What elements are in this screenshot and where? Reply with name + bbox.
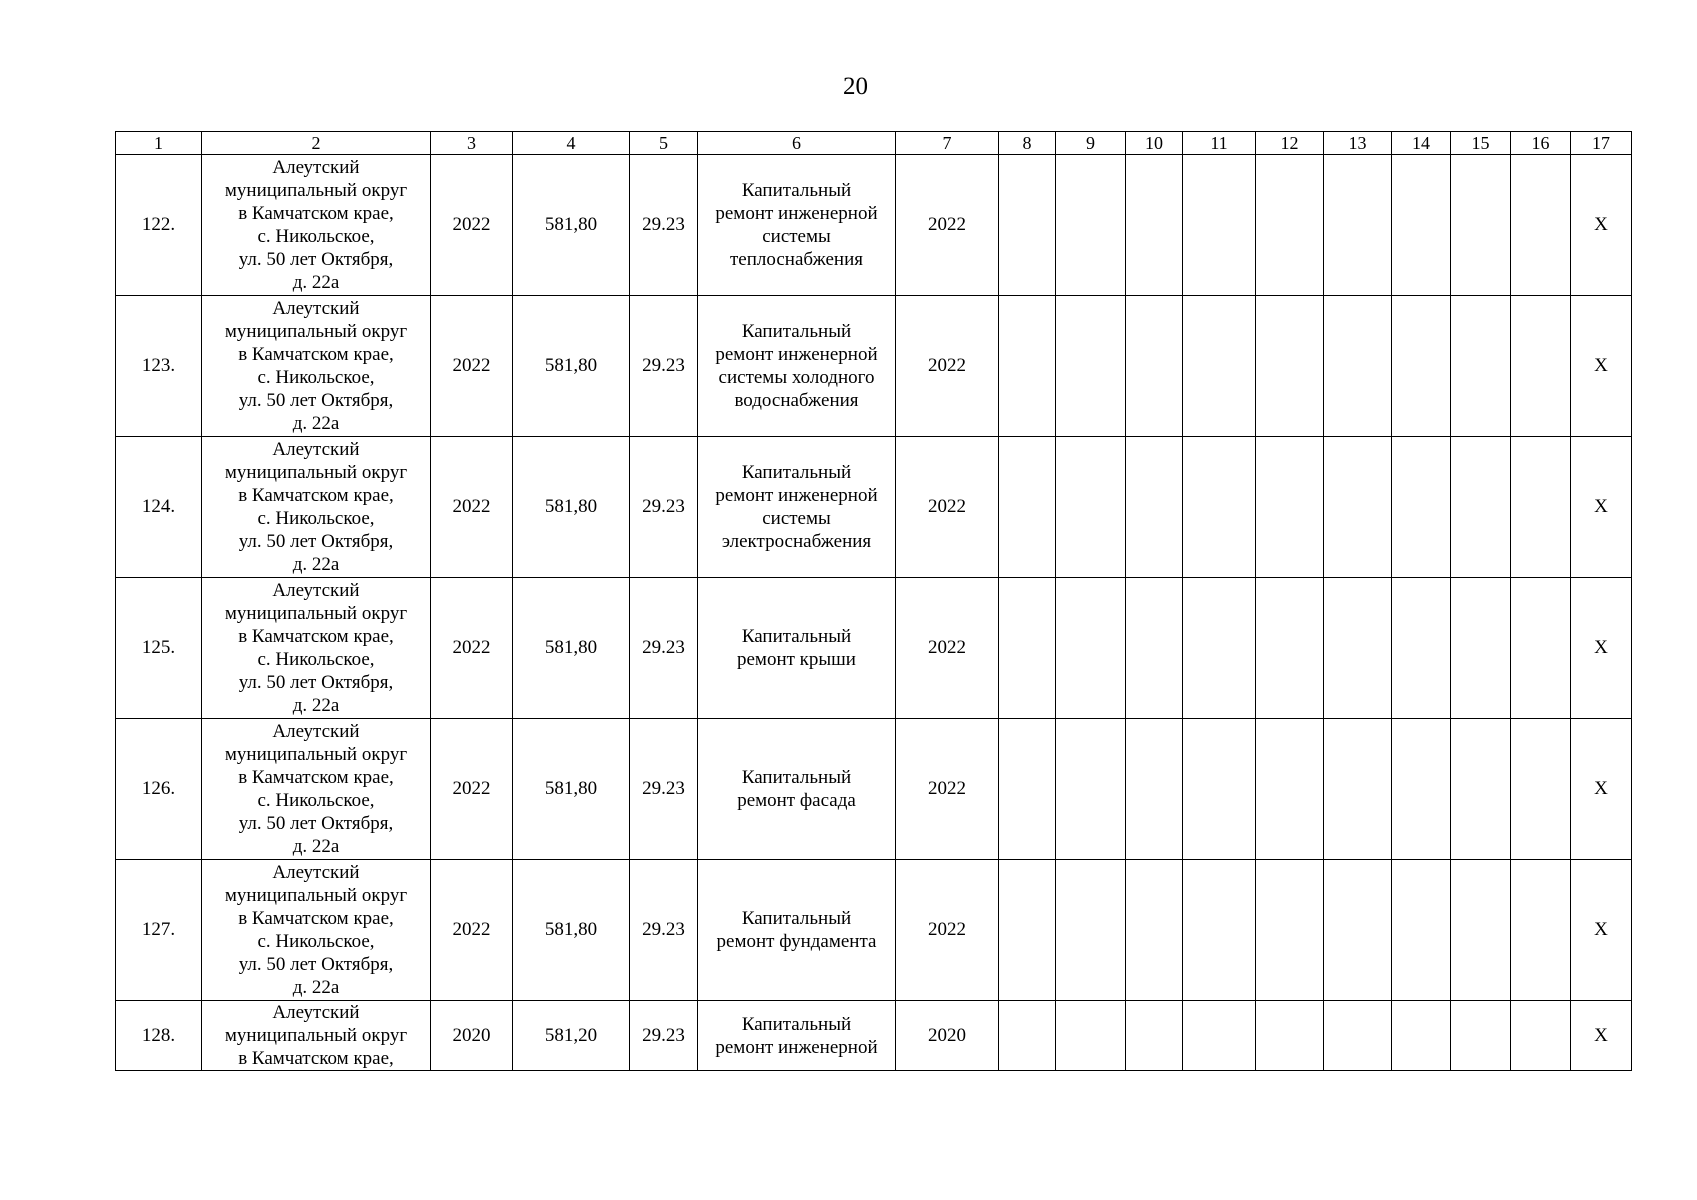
column-header: 15 xyxy=(1451,132,1511,155)
empty-cell xyxy=(1511,578,1571,719)
table-row xyxy=(116,578,1632,719)
mark-cell xyxy=(1571,437,1632,578)
rate-text: 29.23 xyxy=(642,1024,685,1046)
area-text: 581,80 xyxy=(544,778,598,799)
work-year-cell xyxy=(896,296,999,437)
address-text: Алеутский муниципальный округ в Камчатском крае, с. Никольское, ул. 50 лет Октября, д. 22а xyxy=(224,862,408,998)
work-year-text: 2022 xyxy=(928,214,966,235)
mark-text: Х xyxy=(1594,496,1608,517)
work-year-cell xyxy=(896,860,999,1001)
address-cell xyxy=(202,296,431,437)
empty-cell xyxy=(1511,1001,1571,1071)
table-row xyxy=(116,155,1632,296)
empty-cell xyxy=(1183,860,1256,1001)
work-text: Капитальный ремонт фундамента xyxy=(716,908,877,952)
rate-text: 29.23 xyxy=(642,496,685,517)
empty-cell xyxy=(1056,1001,1126,1071)
address-text: Алеутский муниципальный округ в Камчатском крае, с. Никольское, ул. 50 лет Октября, д. 22а xyxy=(224,721,408,857)
empty-cell xyxy=(1511,296,1571,437)
empty-cell xyxy=(1126,578,1183,719)
empty-cell xyxy=(1511,155,1571,296)
work-text: Капитальный ремонт инженерной системы теплоснабжения xyxy=(715,180,878,270)
empty-cell xyxy=(1451,296,1511,437)
empty-cell xyxy=(1451,860,1511,1001)
empty-cell xyxy=(1324,1001,1392,1071)
empty-cell xyxy=(1392,155,1451,296)
row-number-cell xyxy=(116,860,202,1001)
area-cell xyxy=(513,860,630,1001)
column-header: 9 xyxy=(1056,132,1126,155)
area-text: 581,80 xyxy=(544,919,598,940)
empty-cell xyxy=(999,296,1056,437)
row-number-cell xyxy=(116,296,202,437)
year-text: 2020 xyxy=(452,1024,491,1046)
empty-cell xyxy=(1256,578,1324,719)
year-text: 2022 xyxy=(452,496,491,517)
work-cell xyxy=(698,719,896,860)
year-cell xyxy=(431,860,513,1001)
empty-cell xyxy=(1256,1001,1324,1071)
work-cell xyxy=(698,296,896,437)
rate-text: 29.23 xyxy=(642,355,685,376)
work-cell xyxy=(698,1001,896,1071)
address-cell xyxy=(202,155,431,296)
work-text: Капитальный ремонт инженерной xyxy=(715,1013,878,1058)
rate-cell xyxy=(630,437,698,578)
work-cell xyxy=(698,578,896,719)
mark-text: Х xyxy=(1594,214,1608,235)
work-text: Капитальный ремонт крыши xyxy=(737,626,856,670)
empty-cell xyxy=(1056,719,1126,860)
column-header: 4 xyxy=(513,132,630,155)
empty-cell xyxy=(999,578,1056,719)
address-text: Алеутский муниципальный округ в Камчатском крае, xyxy=(224,1002,408,1069)
area-text: 581,80 xyxy=(544,496,598,517)
address-text: Алеутский муниципальный округ в Камчатском крае, с. Никольское, ул. 50 лет Октября, д. 22а xyxy=(224,580,408,716)
work-cell xyxy=(698,437,896,578)
column-header: 16 xyxy=(1511,132,1571,155)
area-text: 581,80 xyxy=(544,355,598,376)
mark-cell xyxy=(1571,296,1632,437)
empty-cell xyxy=(1451,437,1511,578)
work-text: Капитальный ремонт инженерной системы холодного водоснабжения xyxy=(715,321,878,411)
row-number-cell xyxy=(116,719,202,860)
work-year-cell xyxy=(896,437,999,578)
year-cell xyxy=(431,155,513,296)
column-header: 13 xyxy=(1324,132,1392,155)
empty-cell xyxy=(1324,437,1392,578)
rate-text: 29.23 xyxy=(642,637,685,658)
empty-cell xyxy=(1126,437,1183,578)
column-header: 1 xyxy=(116,132,202,155)
empty-cell xyxy=(1451,719,1511,860)
address-text: Алеутский муниципальный округ в Камчатском крае, с. Никольское, ул. 50 лет Октября, д. 22а xyxy=(224,157,408,293)
header-row xyxy=(116,132,1632,155)
work-year-text: 2020 xyxy=(928,1024,966,1046)
empty-cell xyxy=(999,437,1056,578)
empty-cell xyxy=(1511,860,1571,1001)
empty-cell xyxy=(1392,296,1451,437)
empty-cell xyxy=(1392,860,1451,1001)
column-header: 3 xyxy=(431,132,513,155)
year-cell xyxy=(431,1001,513,1071)
empty-cell xyxy=(1056,155,1126,296)
work-year-text: 2022 xyxy=(928,778,966,799)
address-cell xyxy=(202,1001,431,1071)
address-cell xyxy=(202,437,431,578)
year-text: 2022 xyxy=(452,778,491,799)
row-number-cell xyxy=(116,1001,202,1071)
empty-cell xyxy=(1451,155,1511,296)
column-header: 7 xyxy=(896,132,999,155)
year-text: 2022 xyxy=(452,637,491,658)
area-cell xyxy=(513,296,630,437)
work-year-cell xyxy=(896,578,999,719)
mark-text: Х xyxy=(1594,778,1608,799)
empty-cell xyxy=(1056,860,1126,1001)
empty-cell xyxy=(1183,719,1256,860)
empty-cell xyxy=(1256,437,1324,578)
work-year-cell xyxy=(896,719,999,860)
empty-cell xyxy=(1392,1001,1451,1071)
empty-cell xyxy=(1324,296,1392,437)
column-header: 14 xyxy=(1392,132,1451,155)
year-text: 2022 xyxy=(452,214,491,235)
year-cell xyxy=(431,578,513,719)
row-number-cell xyxy=(116,155,202,296)
mark-text: Х xyxy=(1594,355,1608,376)
empty-cell xyxy=(999,860,1056,1001)
mark-text: Х xyxy=(1594,1024,1608,1046)
work-year-text: 2022 xyxy=(928,637,966,658)
empty-cell xyxy=(1324,860,1392,1001)
empty-cell xyxy=(1126,719,1183,860)
area-cell xyxy=(513,719,630,860)
area-cell xyxy=(513,155,630,296)
empty-cell xyxy=(1126,1001,1183,1071)
year-cell xyxy=(431,296,513,437)
rate-cell xyxy=(630,1001,698,1071)
year-cell xyxy=(431,437,513,578)
empty-cell xyxy=(1056,578,1126,719)
empty-cell xyxy=(1451,1001,1511,1071)
work-year-text: 2022 xyxy=(928,919,966,940)
column-header: 2 xyxy=(202,132,431,155)
rate-cell xyxy=(630,296,698,437)
empty-cell xyxy=(1183,437,1256,578)
empty-cell xyxy=(1392,437,1451,578)
year-cell xyxy=(431,719,513,860)
work-cell xyxy=(698,860,896,1001)
area-cell xyxy=(513,578,630,719)
mark-cell xyxy=(1571,719,1632,860)
year-text: 2022 xyxy=(452,355,491,376)
work-year-text: 2022 xyxy=(928,355,966,376)
table-row xyxy=(116,296,1632,437)
empty-cell xyxy=(1451,578,1511,719)
empty-cell xyxy=(999,155,1056,296)
address-text: Алеутский муниципальный округ в Камчатском крае, с. Никольское, ул. 50 лет Октября, д. 22а xyxy=(224,298,408,434)
empty-cell xyxy=(1511,719,1571,860)
column-header: 8 xyxy=(999,132,1056,155)
mark-cell xyxy=(1571,860,1632,1001)
address-cell xyxy=(202,578,431,719)
mark-text: Х xyxy=(1594,637,1608,658)
table-row xyxy=(116,437,1632,578)
work-year-cell xyxy=(896,155,999,296)
area-text: 581,80 xyxy=(544,637,598,658)
column-header: 6 xyxy=(698,132,896,155)
area-cell xyxy=(513,1001,630,1071)
empty-cell xyxy=(1392,719,1451,860)
row-number-cell xyxy=(116,437,202,578)
mark-text: Х xyxy=(1594,919,1608,940)
rate-text: 29.23 xyxy=(642,778,685,799)
area-text: 581,80 xyxy=(544,214,598,235)
row-number: 124. xyxy=(141,496,176,517)
empty-cell xyxy=(1126,860,1183,1001)
row-number: 123. xyxy=(141,355,176,376)
row-number-cell xyxy=(116,578,202,719)
rate-cell xyxy=(630,578,698,719)
address-cell xyxy=(202,860,431,1001)
column-header: 10 xyxy=(1126,132,1183,155)
row-number: 125. xyxy=(141,637,176,658)
capital-repair-table xyxy=(115,131,1632,1071)
empty-cell xyxy=(1324,578,1392,719)
column-header: 17 xyxy=(1571,132,1632,155)
work-cell xyxy=(698,155,896,296)
year-text: 2022 xyxy=(452,919,491,940)
empty-cell xyxy=(1183,296,1256,437)
empty-cell xyxy=(1511,437,1571,578)
rate-text: 29.23 xyxy=(642,919,685,940)
empty-cell xyxy=(999,1001,1056,1071)
column-header: 5 xyxy=(630,132,698,155)
empty-cell xyxy=(1056,296,1126,437)
table-row xyxy=(116,860,1632,1001)
empty-cell xyxy=(1183,155,1256,296)
column-header: 11 xyxy=(1183,132,1256,155)
empty-cell xyxy=(1256,860,1324,1001)
empty-cell xyxy=(1324,719,1392,860)
column-header: 12 xyxy=(1256,132,1324,155)
work-year-cell xyxy=(896,1001,999,1071)
mark-cell xyxy=(1571,1001,1632,1071)
empty-cell xyxy=(1183,1001,1256,1071)
empty-cell xyxy=(1256,719,1324,860)
work-year-text: 2022 xyxy=(928,496,966,517)
empty-cell xyxy=(1056,437,1126,578)
rate-cell xyxy=(630,719,698,860)
row-number: 122. xyxy=(141,214,176,235)
rate-text: 29.23 xyxy=(642,214,685,235)
empty-cell xyxy=(1324,155,1392,296)
rate-cell xyxy=(630,155,698,296)
row-number: 126. xyxy=(141,778,176,799)
work-text: Капитальный ремонт фасада xyxy=(737,767,856,811)
empty-cell xyxy=(999,719,1056,860)
table-row xyxy=(116,719,1632,860)
mark-cell xyxy=(1571,578,1632,719)
work-text: Капитальный ремонт инженерной системы электроснабжения xyxy=(715,462,878,552)
table-row xyxy=(116,1001,1632,1071)
rate-cell xyxy=(630,860,698,1001)
empty-cell xyxy=(1126,296,1183,437)
row-number: 128. xyxy=(141,1024,176,1046)
area-cell xyxy=(513,437,630,578)
area-text: 581,20 xyxy=(544,1024,598,1046)
empty-cell xyxy=(1256,296,1324,437)
empty-cell xyxy=(1183,578,1256,719)
empty-cell xyxy=(1256,155,1324,296)
page-number: 20 xyxy=(843,73,868,100)
address-text: Алеутский муниципальный округ в Камчатском крае, с. Никольское, ул. 50 лет Октября, д. 22а xyxy=(224,439,408,575)
row-number: 127. xyxy=(141,919,176,940)
address-cell xyxy=(202,719,431,860)
empty-cell xyxy=(1392,578,1451,719)
empty-cell xyxy=(1126,155,1183,296)
mark-cell xyxy=(1571,155,1632,296)
